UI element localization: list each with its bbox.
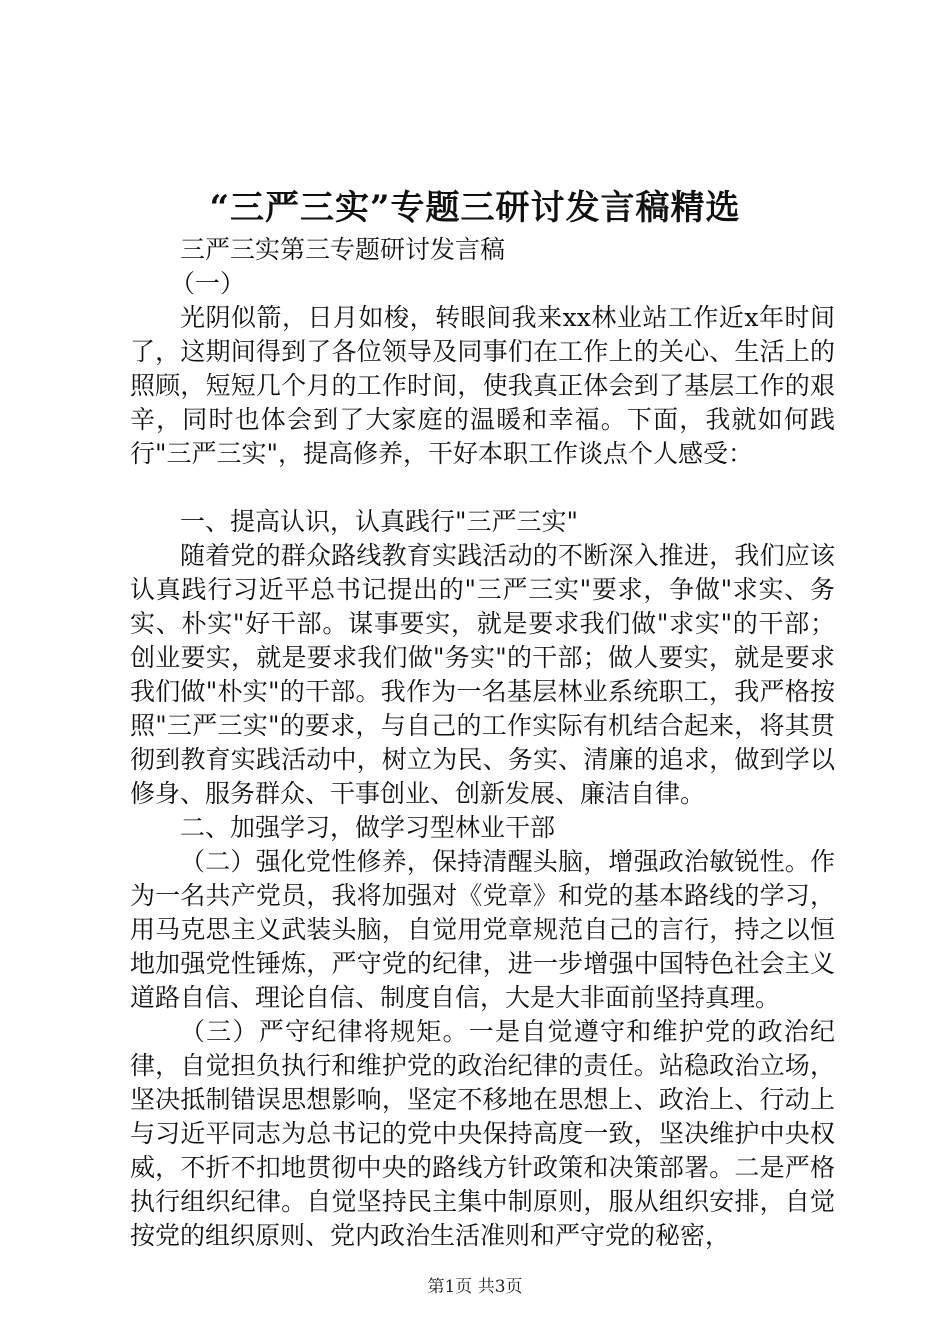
paragraph-one: 随着党的群众路线教育实践活动的不断深入推进，我们应该认真践行习近平总书记提出的"三严三实"要求，争做"求实、务实、朴实"好干部。谋事要实，就是要求我们做"求实"的干部；创业要实，就是要求我们做"务实"的干部；做人要实，就是要求我们做"朴实"的干部。我作为一名基层林业系统职工，我严格按照"三严三实"的要求，与自己的工作实际有机结合起来，将其贯彻到教育实践活动中，树立为民、务实、清廉的追求，做到学以修身、服务群众、干事创业、创新发展、廉洁自律。: [130, 541, 835, 808]
document-subtitle: 三严三实第三专题研讨发言稿: [180, 235, 506, 264]
document-body: [130, 233, 835, 1253]
document-title: “三严三实”专题三研讨发言稿精选: [209, 188, 741, 228]
section-marker: （一）: [170, 269, 246, 298]
heading-one: 一、提高认识，认真践行"三严三实": [180, 507, 578, 536]
paragraph-three: （三）严守纪律将规矩。一是自觉遵守和维护党的政治纪律，自觉担负执行和维护党的政治纪律的责任。站稳政治立场，坚决抵制错误思想影响，坚定不移地在思想上、政治上、行动上与习近平同志为总书记的党中央保持高度一致，坚决维护中央权威，不折不扣地贯彻中央的路线方针政策和决策部署。二是严格执行组织纪律。自觉坚持民主集中制原则，服从组织安排，自觉按党的组织原则、党内政治生活准则和严守党的秘密，: [130, 1017, 835, 1250]
heading-two: 二、加强学习，做学习型林业干部: [180, 813, 556, 842]
paragraph-intro: 光阴似箭，日月如梭，转眼间我来xx林业站工作近x年时间了，这期间得到了各位领导及同事们在工作上的关心、生活上的照顾，短短几个月的工作时间，使我真正体会到了基层工作的艰辛，同时也体会到了大家庭的温暖和幸福。下面，我就如何践行"三严三实"，提高修养，干好本职工作谈点个人感受：: [130, 303, 835, 468]
page-number: 第1页 共3页: [427, 1277, 523, 1297]
paragraph-two: （二）强化党性修养，保持清醒头脑，增强政治敏锐性。作为一名共产党员，我将加强对《党章》和党的基本路线的学习，用马克思主义武装头脑，自觉用党章规范自己的言行，持之以恒地加强党性锤炼，严守党的纪律，进一步增强中国特色社会主义道路自信、理论自信、制度自信，大是大非面前坚持真理。: [130, 847, 835, 1012]
